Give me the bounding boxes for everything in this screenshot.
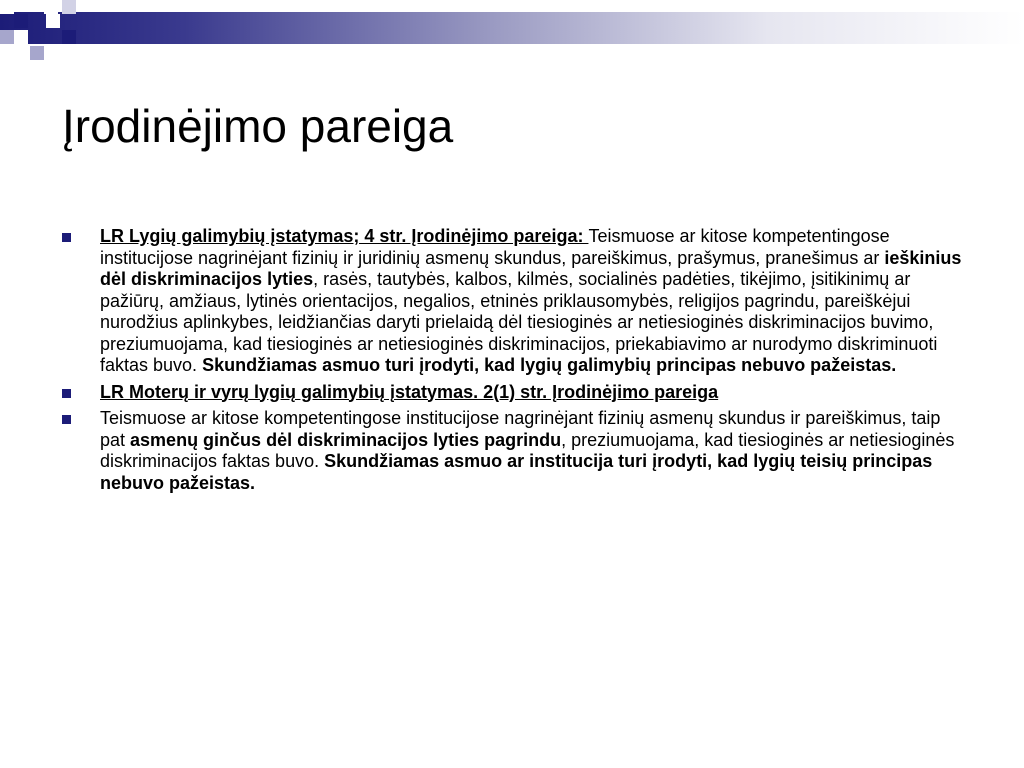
law-reference: LR Lygių galimybių įstatymas; 4 str. Įrodinėjimo pareiga: — [100, 226, 589, 246]
corner-square-navy — [62, 30, 76, 44]
bullet-text — [100, 226, 962, 377]
header-gradient-band — [0, 12, 1024, 44]
bullet-list — [62, 226, 962, 499]
corner-square-pale — [62, 0, 76, 14]
law-reference: LR Moterų ir vyrų lygių galimybių įstatymas. 2(1) str. Įrodinėjimo pareiga — [100, 381, 719, 402]
emphasis-text: asmenų ginčus dėl diskriminacijos lyties pagrindu — [130, 429, 562, 450]
bullet-item — [62, 226, 962, 377]
square-bullet-icon — [62, 389, 71, 398]
bullet-item — [62, 382, 962, 404]
bullet-body-text: , preziumuojama, kad tiesioginės ar netiesioginės diskriminacijos faktas buvo. — [100, 429, 955, 471]
square-bullet-icon — [62, 233, 71, 242]
corner-square-lilac — [30, 46, 44, 60]
corner-square-white — [0, 0, 14, 14]
bullet-body-text: , rasės, tautybės, kalbos, kilmės, socialinės padėties, tikėjimo, įsitikinimų ar pažiūrų, amžiaus, lytinės orientacijos, negalios, etninės priklausomybės, religijos pagrindu, pareiškėjui nurodžius aplinkybes, leidžiančias daryti prielaidą dėl tiesioginės ar netiesioginės diskriminacijos buvimo, preziumuojama, kad tiesioginės ar netiesioginės diskriminacijos, priekabiavimo ar nurodymo diskriminuoti faktas buvo. — [100, 269, 938, 375]
square-bullet-icon — [62, 415, 71, 424]
emphasis-text: Skundžiamas asmuo turi įrodyti, kad lygių galimybių principas nebuvo pažeistas. — [202, 355, 897, 375]
bullet-text — [100, 408, 962, 494]
emphasis-text: ieškinius dėl diskriminacijos lyties — [100, 247, 962, 289]
bullet-body-text: Teismuose ar kitose kompetentingose institucijose nagrinėjant fizinių asmenų skundus ir pareiškimus, taip pat — [100, 408, 941, 450]
corner-square-white — [44, 0, 58, 14]
slide-title: Įrodinėjimo pareiga — [62, 100, 454, 152]
corner-square-white — [46, 14, 60, 28]
bullet-body-text: Teismuose ar kitose kompetentingose institucijose nagrinėjant fizinių ir juridinių asmenų skundus, pareiškimus, prašymus, pranešimus ar — [100, 226, 890, 268]
corner-square-white — [14, 30, 28, 44]
corner-square-navy — [14, 14, 28, 28]
bullet-text — [100, 382, 962, 404]
corner-square-lilac — [0, 30, 14, 44]
emphasis-text: Skundžiamas asmuo ar institucija turi įrodyti, kad lygių teisių principas nebuvo pažeistas. — [100, 451, 933, 493]
bullet-item — [62, 408, 962, 494]
